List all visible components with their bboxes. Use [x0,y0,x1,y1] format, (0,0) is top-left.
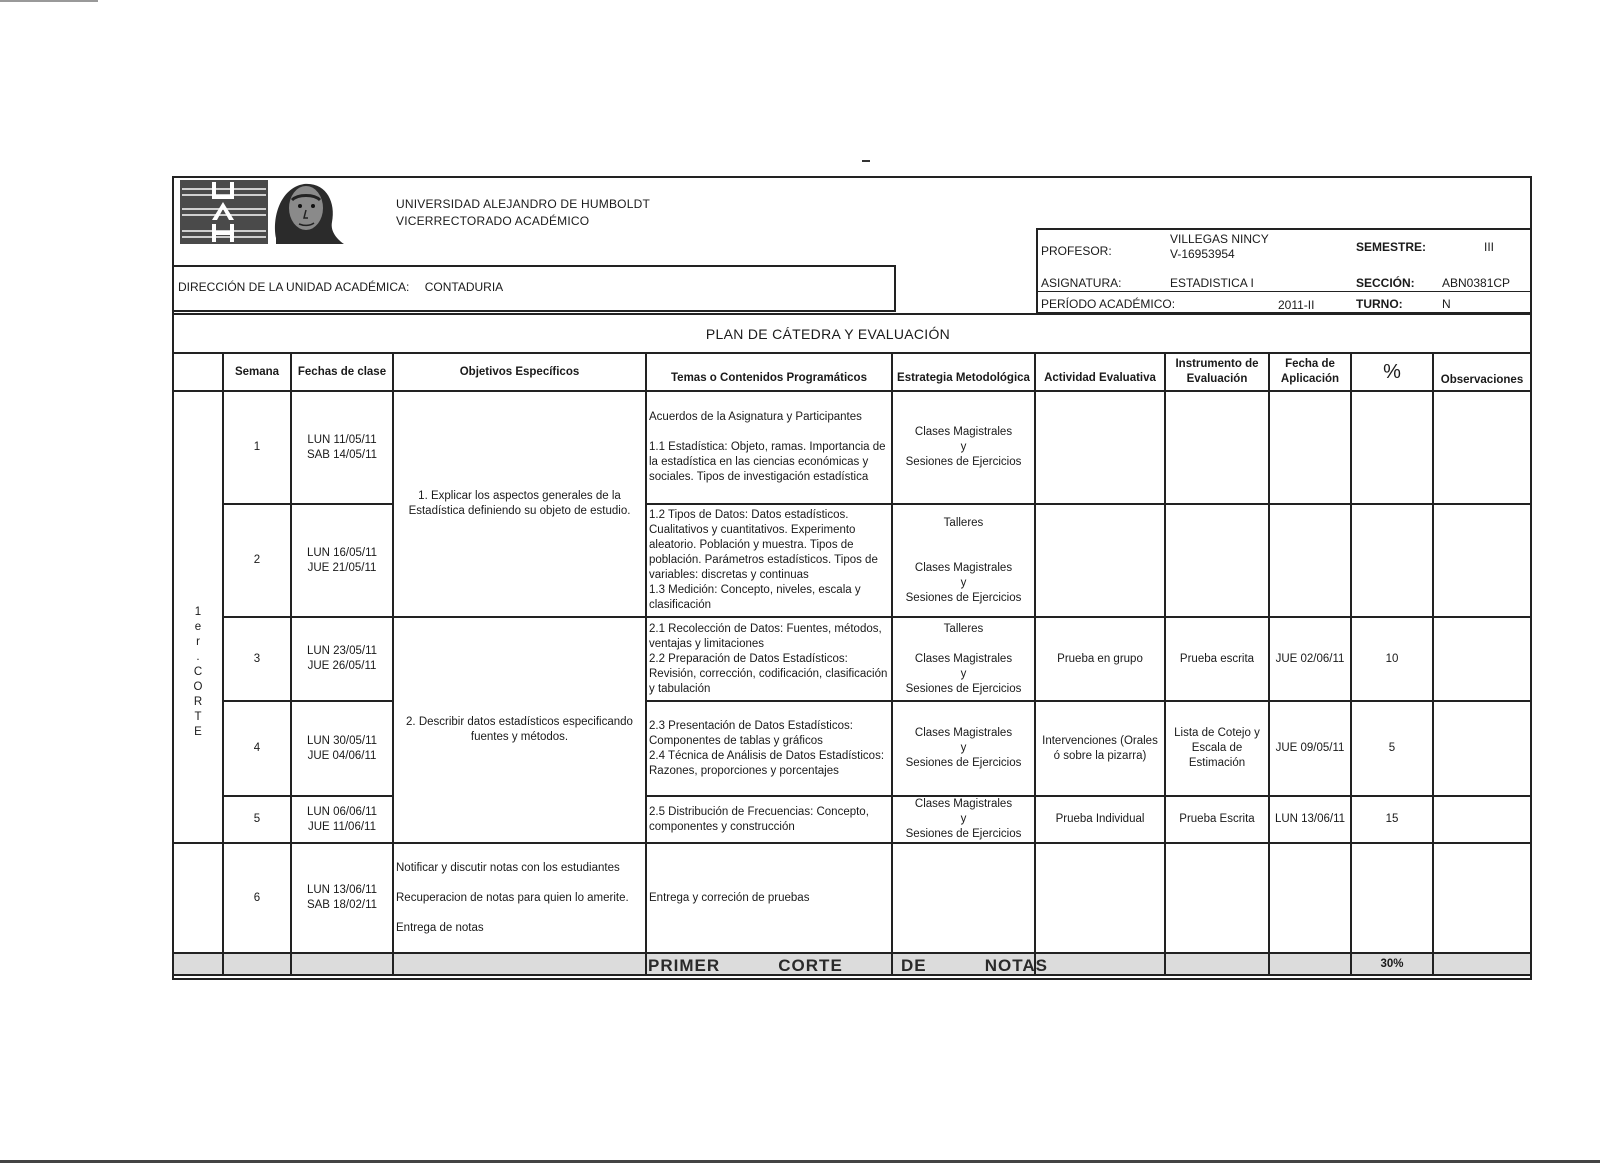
info-divider [1038,291,1530,292]
corner-cell [173,353,223,391]
corte-char: e [194,620,202,633]
fecha-inicio: LUN 16/05/11 [306,546,378,559]
fecha-aplicacion-cell [1269,504,1351,617]
col-porcentaje: % [1351,353,1433,391]
estrategia-cell [892,504,1035,617]
temas-cell [646,843,892,953]
estrategia-item: Clases Magistrales [914,798,1013,810]
observaciones-cell [1433,504,1531,617]
seccion-label: SECCIÓN: [1356,276,1415,290]
fecha-inicio: LUN 11/05/11 [307,433,377,446]
direction-box [172,265,896,312]
temas-cell [646,796,892,843]
estrategia-item: Clases Magistrales [914,426,1013,438]
direction-value: CONTADURIA [424,280,504,294]
observaciones-cell [1433,796,1531,843]
totals-cell [393,953,646,975]
objetivo-item: Notificar y discutir notas con los estudiantes [396,861,620,874]
fecha-aplicacion-cell: JUE 02/06/11 [1269,617,1351,701]
fechas-cell [291,617,393,701]
periodo-label: PERÍODO ACADÉMICO: [1041,297,1176,311]
porcentaje-cell: 5 [1351,701,1433,796]
tema-item: 2.3 Presentación de Datos Estadísticos: Componentes de tablas y gráficos [649,719,853,747]
semana-cell: 4 [223,701,291,796]
profesor-name: VILLEGAS NINCY [1170,232,1269,246]
fecha-fin: JUE 11/06/11 [308,820,376,833]
course-info-box [1036,228,1532,314]
fecha-aplicacion-cell: JUE 09/05/11 [1269,701,1351,796]
temas-cell [646,701,892,796]
fecha-inicio: LUN 30/05/11 [306,734,378,747]
vicerrectorado-name: VICERRECTORADO ACADÉMICO [396,214,590,228]
objetivo-cell: 2. Describir datos estadísticos especificando fuentes y métodos. [393,617,646,843]
col-temas: Temas o Contenidos Programáticos [646,353,892,391]
table-row [173,504,1531,617]
instrumento-cell: Prueba escrita [1165,617,1269,701]
estrategia-item: Clases Magistrales [914,727,1013,739]
instrumento-cell: Prueba Escrita [1165,796,1269,843]
objetivo-cell: 1. Explicar los aspectos generales de la Estadística definiendo su objeto de estudio. [393,391,646,617]
tema-item: 2.4 Técnica de Análisis de Datos Estadísticos: Razones, proporciones y porcentajes [649,749,885,777]
totals-word: CORTE [778,956,843,975]
corte-char: R [193,695,203,708]
university-name: UNIVERSIDAD ALEJANDRO DE HUMBOLDT [396,197,650,211]
profesor-label: PROFESOR: [1041,244,1112,258]
totals-label [648,956,1048,976]
instrumento-cell [1165,391,1269,504]
fechas-cell [291,796,393,843]
col-actividad: Actividad Evaluativa [1035,353,1165,391]
observaciones-cell [1433,617,1531,701]
header-divider [172,313,1532,315]
fecha-fin: JUE 04/06/11 [307,749,377,762]
porcentaje-cell: 10 [1351,617,1433,701]
semana-cell: 6 [223,843,291,953]
corte-char: C [193,665,203,678]
totals-word: DE [900,956,927,975]
fecha-inicio: LUN 23/05/11 [306,645,378,657]
seccion-value: ABN0381CP [1442,276,1511,290]
estrategia-item: Clases Magistrales [914,561,1013,574]
estrategia-item: Sesiones de Ejercicios [905,591,1022,604]
porcentaje-cell [1351,843,1433,953]
tema-item: 2.1 Recolección de Datos: Fuentes, métodos, ventajas y limitaciones [649,622,882,650]
estrategia-item: y [960,742,967,754]
fecha-fin: JUE 21/05/11 [307,561,377,574]
fecha-fin: JUE 26/05/11 [307,660,377,672]
semestre-value: III [1484,240,1495,254]
totals-cell [223,953,291,975]
estrategia-item: Talleres [943,516,984,529]
fechas-cell [291,843,393,953]
asignatura-value: ESTADISTICA I [1170,276,1254,290]
col-estrategia: Estrategia Metodológica [892,353,1035,391]
periodo-value: 2011-II [1278,298,1315,312]
turno-value: N [1442,297,1451,311]
plan-title: PLAN DE CÁTEDRA Y EVALUACIÓN [705,326,951,342]
table-row [173,701,1531,796]
tema-item: 2.2 Preparación de Datos Estadísticos: Revisión, corrección, codificación, clasificación y tabulación [649,652,888,695]
temas-cell [646,617,892,701]
observaciones-cell [1433,391,1531,504]
col-semana: Semana [223,353,291,391]
estrategia-item: Sesiones de Ejercicios [905,456,1022,468]
fecha-fin: SAB 18/02/11 [306,899,378,911]
direction-label: DIRECCIÓN DE LA UNIDAD ACADÉMICA: [178,280,410,294]
scan-mark [862,160,870,162]
semana-cell: 3 [223,617,291,701]
totals-word: PRIMER [648,956,721,975]
estrategia-cell [892,391,1035,504]
university-logo [180,178,344,246]
estrategia-cell [892,701,1035,796]
tema-item: Entrega y correción de pruebas [649,891,810,904]
tema-item: 1.2 Tipos de Datos: Datos estadísticos. Cualitativos y cuantitativos. Experimento aleatorio. Población y muestra. Tipos de población. Parámetros estadísticos. Tipos de variables: discretas y continuas [649,509,878,581]
corte-char: 1 [194,605,202,618]
observaciones-cell [1433,843,1531,953]
semestre-label: SEMESTRE: [1356,240,1427,254]
instrumento-cell [1165,504,1269,617]
corte-char: . [196,650,200,663]
semana-cell: 2 [223,504,291,617]
actividad-cell [1035,843,1165,953]
col-instrumento: Instrumento de Evaluación [1165,353,1269,391]
table-row [173,391,1531,504]
totals-cell [291,953,393,975]
corte-char: r [196,635,200,648]
objetivo-item: Entrega de notas [396,921,484,934]
table-header-row [173,353,1531,391]
actividad-cell: Prueba en grupo [1035,617,1165,701]
fechas-cell [291,504,393,617]
fecha-aplicacion-cell [1269,843,1351,953]
totals-cell [173,953,223,975]
estrategia-cell [892,796,1035,843]
fecha-aplicacion-cell [1269,391,1351,504]
tema-item: 1.1 Estadística: Objeto, ramas. Importancia de la estadística en las ciencias económicas y sociales. Tipos de investigación estadística [649,441,886,483]
actividad-cell: Prueba Individual [1035,796,1165,843]
tema-item: 1.3 Medición: Concepto, niveles, escala y clasificación [649,584,861,611]
col-observaciones: Observaciones [1433,353,1531,391]
table-row [173,796,1531,843]
asignatura-label: ASIGNATURA: [1041,276,1122,290]
actividad-cell [1035,504,1165,617]
corte-label [173,391,223,843]
observaciones-cell [1433,701,1531,796]
corte-char: E [194,725,202,738]
estrategia-item: Sesiones de Ejercicios [905,682,1022,695]
turno-label: TURNO: [1356,297,1403,311]
fechas-cell [291,391,393,504]
fecha-inicio: LUN 13/06/11 [306,884,378,896]
temas-cell [646,504,892,617]
table-row [173,843,1531,953]
col-objetivos: Objetivos Específicos [393,353,646,391]
fecha-inicio: LUN 06/06/11 [306,805,378,818]
porcentaje-cell [1351,504,1433,617]
totals-cell [1165,953,1269,975]
institution-block [396,196,650,230]
col-fecha-aplicacion: Fecha de Aplicación [1269,353,1351,391]
top-rule [0,0,98,2]
tema-item: Acuerdos de la Asignatura y Participantes [649,411,862,423]
semana-cell: 5 [223,796,291,843]
estrategia-item: y [960,576,967,589]
estrategia-item: Clases Magistrales [914,652,1013,665]
estrategia-item: y [960,667,967,680]
porcentaje-cell [1351,391,1433,504]
profesor-id: V-16953954 [1170,247,1235,261]
porcentaje-cell: 15 [1351,796,1433,843]
objetivo-cell [393,843,646,953]
estrategia-item: y [960,813,967,825]
corte-empty-cell [173,843,223,953]
instrumento-cell: Lista de Cotejo y Escala de Estimación [1165,701,1269,796]
semana-cell: 1 [223,391,291,504]
totals-word: NOTAS [984,956,1048,975]
fechas-cell [291,701,393,796]
totals-cell [1433,953,1531,975]
estrategia-item: y [960,441,967,453]
estrategia-item: Sesiones de Ejercicios [905,828,1022,840]
estrategia-cell [892,843,1035,953]
fecha-aplicacion-cell: LUN 13/06/11 [1269,796,1351,843]
plan-table [172,352,1532,976]
estrategia-item: Talleres [943,622,984,635]
total-percentage: 30% [1351,953,1433,975]
corte-char: T [194,710,202,723]
actividad-cell [1035,391,1165,504]
temas-cell [646,391,892,504]
corte-char: O [193,680,203,693]
col-fechas: Fechas de clase [291,353,393,391]
totals-cell [1035,953,1165,975]
tema-item: 2.5 Distribución de Frecuencias: Concepto, componentes y construcción [649,805,869,833]
objetivo-item: Recuperacion de notas para quien lo amerite. [396,891,629,904]
estrategia-cell [892,617,1035,701]
table-row [173,617,1531,701]
estrategia-item: Sesiones de Ejercicios [905,757,1022,769]
instrumento-cell [1165,843,1269,953]
actividad-cell: Intervenciones (Orales ó sobre la pizarra) [1035,701,1165,796]
totals-cell [1269,953,1351,975]
fecha-fin: SAB 14/05/11 [306,448,378,461]
